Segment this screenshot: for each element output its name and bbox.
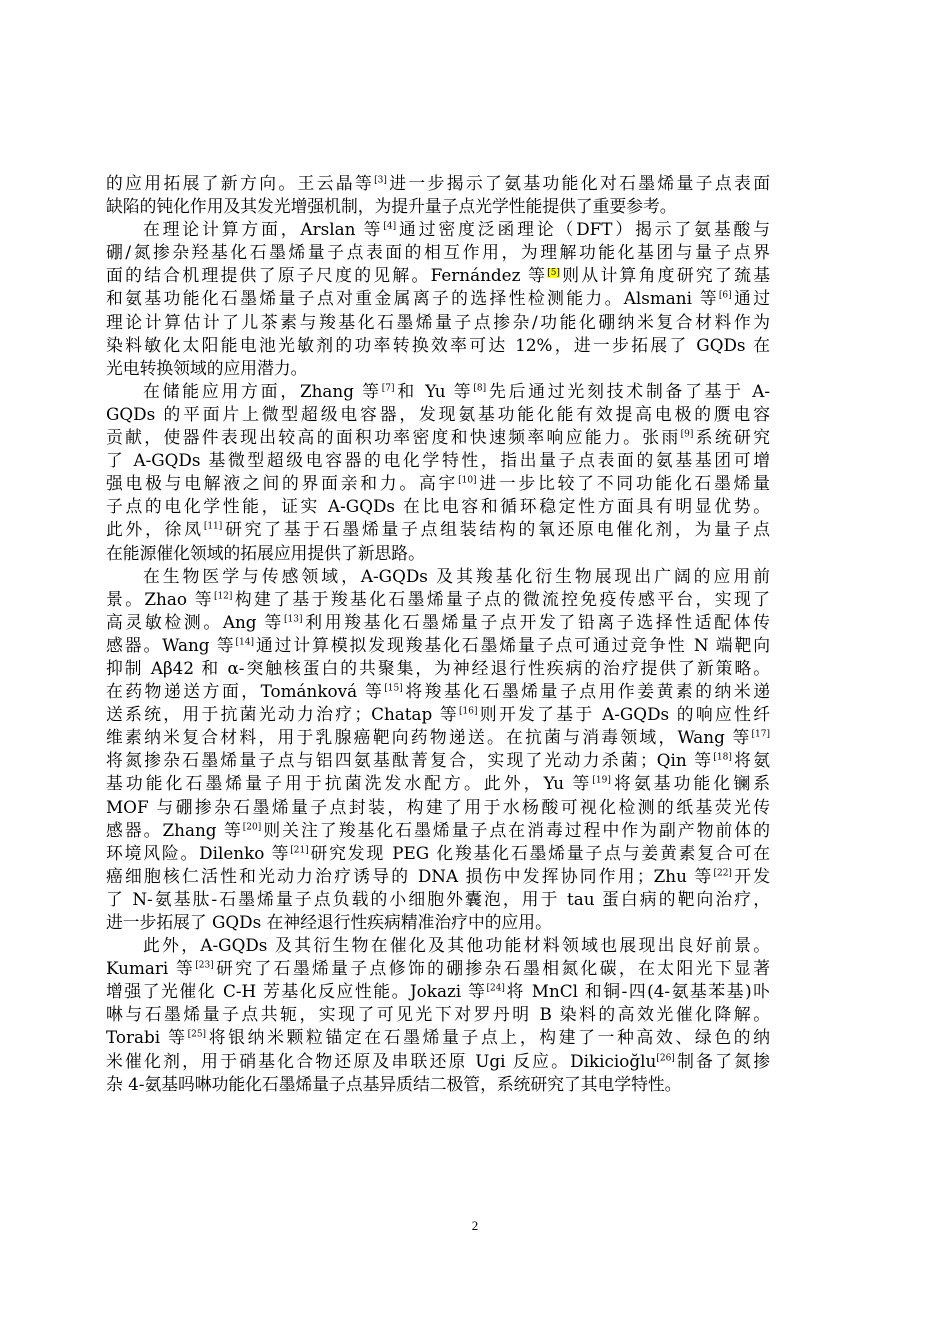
text-line: MOF 与硼掺杂石墨烯量子点封装，构建了用于水杨酸可视化检测的纸基荧光传 bbox=[106, 796, 770, 817]
text-line: 癌细胞核仁活性和光动力治疗诱导的 DNA 损伤中发挥协同作用；Zhu 等[22]开发 bbox=[106, 865, 770, 886]
citation-ref: [23] bbox=[195, 960, 214, 971]
paragraph bbox=[106, 565, 770, 935]
citation-ref: [25] bbox=[187, 1029, 207, 1040]
citation-ref: [16] bbox=[459, 706, 478, 717]
text-line: 理论计算估计了儿茶素与羧基化石墨烯量子点掺杂/功能化硼纳米复合材料作为 bbox=[106, 311, 770, 332]
text-line: 此外，徐凤[11]研究了基于石墨烯量子点组装结构的氧还原电催化剂，为量子点 bbox=[106, 519, 770, 540]
text-line: 感器。Zhang 等[20]则关注了羧基化石墨烯量子点在消毒过程中作为副产物前体的 bbox=[106, 819, 770, 840]
citation-ref: [18] bbox=[713, 752, 732, 763]
text-line: 和氨基功能化石墨烯量子点对重金属离子的选择性检测能力。Alsmani 等[6]通过 bbox=[106, 288, 770, 309]
paragraph bbox=[106, 380, 770, 565]
text-line: 啉与石墨烯量子点共轭，实现了可见光下对罗丹明 B 染料的高效光催化降解。 bbox=[106, 1004, 770, 1025]
citation-ref: [21] bbox=[290, 845, 309, 856]
citation-ref: [14] bbox=[235, 637, 254, 648]
text-line: 了 N-氨基肽-石墨烯量子点负载的小细胞外囊泡，用于 tau 蛋白病的靶向治疗， bbox=[106, 888, 770, 909]
paragraph bbox=[106, 218, 770, 380]
citation-ref: [3] bbox=[374, 175, 387, 186]
text-line: 缺陷的钝化作用及其发光增强机制，为提升量子点光学性能提供了重要参考。 bbox=[106, 196, 677, 217]
citation-ref: [8] bbox=[473, 383, 487, 394]
text-line: 强电极与电解液之间的界面亲和力。高宇[10]进一步比较了不同功能化石墨烯量 bbox=[106, 473, 770, 494]
text-line: GQDs 的平面片上微型超级电容器，发现氨基功能化能有效提高电极的赝电容 bbox=[106, 403, 770, 424]
text-line: 贡献，使器件表现出较高的面积功率密度和快速频率响应能力。张雨[9]系统研究 bbox=[106, 427, 770, 448]
text-line: 在理论计算方面，Arslan 等[4]通过密度泛函理论（DFT）揭示了氨基酸与 bbox=[143, 219, 770, 240]
text-line: 在储能应用方面，Zhang 等[7]和 Yu 等[8]先后通过光刻技术制备了基于 A- bbox=[143, 380, 770, 401]
text-line: 米催化剂，用于硝基化合物还原及串联还原 Ugi 反应。Dikicioğlu[26]制备了氮掺 bbox=[106, 1050, 770, 1071]
text-line: Kumari 等[23]研究了石墨烯量子点修饰的硼掺杂石墨相氮化碳，在太阳光下显著 bbox=[106, 958, 770, 979]
text-line: 面的结合机理提供了原子尺度的见解。Fernández 等[5]则从计算角度研究了巯基 bbox=[106, 265, 770, 286]
citation-ref: [11] bbox=[203, 521, 223, 532]
text-line: 杂 4-氨基吗啉功能化石墨烯量子点基异质结二极管，系统研究了其电学特性。 bbox=[106, 1073, 682, 1094]
body-text bbox=[106, 172, 770, 1096]
text-line: 景。Zhao 等[12]构建了基于羧基化石墨烯量子点的微流控免疫传感平台，实现了 bbox=[106, 588, 770, 609]
citation-ref: [15] bbox=[384, 683, 403, 694]
citation-ref: [7] bbox=[381, 383, 395, 394]
citation-ref: [24] bbox=[486, 983, 505, 994]
citation-ref: [6] bbox=[718, 290, 732, 301]
text-line: 光电转换领域的应用潜力。 bbox=[106, 357, 308, 378]
text-line: 的应用拓展了新方向。王云晶等[3]进一步揭示了氨基功能化对石墨烯量子点表面 bbox=[106, 173, 770, 193]
page-number: 2 bbox=[471, 1218, 479, 1233]
text-line: 基功能化石墨烯量子用于抗菌洗发水配方。此外，Yu 等[19]将氨基功能化镧系 bbox=[106, 773, 770, 794]
text-line: 了 A-GQDs 基微型超级电容器的电化学特性，指出量子点表面的氨基基团可增 bbox=[106, 450, 770, 471]
text-line: 在生物医学与传感领域，A-GQDs 及其羧基化衍生物展现出广阔的应用前 bbox=[143, 565, 770, 586]
citation-ref: [12] bbox=[213, 591, 233, 602]
text-line: 子点的电化学性能，证实 A-GQDs 在比电容和循环稳定性方面具有明显优势。 bbox=[106, 496, 770, 517]
citation-ref: [4] bbox=[383, 221, 397, 232]
text-line: Torabi 等[25]将银纳米颗粒锚定在石墨烯量子点上，构建了一种高效、绿色的纳 bbox=[106, 1027, 770, 1048]
citation-ref: [17] bbox=[751, 729, 770, 740]
text-line: 硼/氮掺杂羟基化石墨烯量子点表面的相互作用，为理解功能化基团与量子点界 bbox=[106, 242, 770, 263]
text-line: 进一步拓展了 GQDs 在神经退行性疾病精准治疗中的应用。 bbox=[106, 912, 552, 932]
citation-ref: [9] bbox=[680, 429, 694, 440]
citation-ref-highlighted: [5] bbox=[547, 267, 560, 278]
citation-ref: [20] bbox=[242, 822, 262, 833]
text-line: 在能源催化领域的拓展应用提供了新思路。 bbox=[106, 542, 425, 563]
text-line: 环境风险。Dilenko 等[21]研究发现 PEG 化羧基化石墨烯量子点与姜黄素复合可在 bbox=[106, 842, 770, 863]
text-line: 维素纳米复合材料，用于乳腺癌靶向药物递送。在抗菌与消毒领域，Wang 等[17] bbox=[106, 727, 770, 748]
citation-ref: [22] bbox=[713, 868, 732, 879]
text-line: 高灵敏检测。Ang 等[13]利用羧基化石墨烯量子点开发了铅离子选择性适配体传 bbox=[106, 611, 770, 632]
citation-ref: [13] bbox=[284, 614, 303, 625]
citation-ref: [10] bbox=[458, 475, 477, 486]
paragraph bbox=[106, 934, 770, 1096]
text-line: 将氮掺杂石墨烯量子点与铝四氨基酞菁复合，实现了光动力杀菌；Qin 等[18]将氨 bbox=[106, 750, 770, 771]
citation-ref: [26] bbox=[656, 1052, 675, 1063]
text-line: 此外，A-GQDs 及其衍生物在催化及其他功能材料领域也展现出良好前景。 bbox=[143, 935, 770, 956]
text-line: 染料敏化太阳能电池光敏剂的功率转换效率可达 12%，进一步拓展了 GQDs 在 bbox=[106, 334, 770, 355]
text-line: 感器。Wang 等[14]通过计算模拟发现羧基化石墨烯量子点可通过竞争性 N 端靶向 bbox=[106, 634, 770, 655]
text-line: 增强了光催化 C-H 芳基化反应性能。Jokazi 等[24]将 MnCl 和铜-四(4-氨基苯基)卟 bbox=[106, 981, 770, 1002]
text-line: 送系统，用于抗菌光动力治疗；Chatap 等[16]则开发了基于 A-GQDs 的响应性纤 bbox=[106, 704, 770, 725]
text-line: 抑制 Aβ42 和 α-突触核蛋白的共聚集，为神经退行性疾病的治疗提供了新策略。 bbox=[106, 657, 770, 678]
text-line: 在药物递送方面，Tománková 等[15]将羧基化石墨烯量子点用作姜黄素的纳米递 bbox=[106, 681, 770, 702]
paragraph bbox=[106, 172, 770, 218]
citation-ref: [19] bbox=[592, 775, 611, 786]
